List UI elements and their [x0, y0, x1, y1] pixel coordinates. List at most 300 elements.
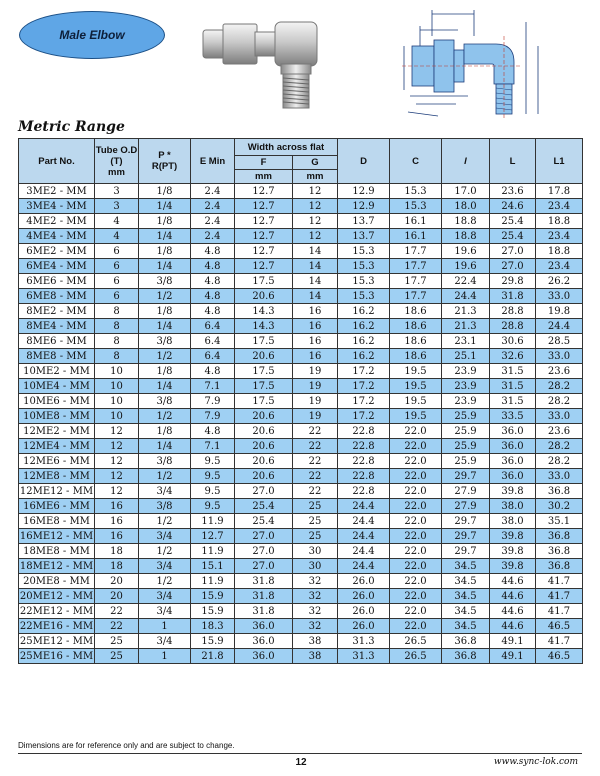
cell-l-small: 36.8 — [442, 634, 490, 649]
cell-l1: 23.4 — [536, 229, 583, 244]
cell-g: 16 — [293, 304, 338, 319]
cell-c: 18.6 — [390, 334, 442, 349]
cell-e-min: 15.1 — [191, 559, 235, 574]
cell-e-min: 4.8 — [191, 259, 235, 274]
cell-p: 1/2 — [139, 409, 191, 424]
table-row — [19, 499, 583, 514]
cell-l: 36.0 — [490, 424, 536, 439]
table-row — [19, 259, 583, 274]
cell-part-no: 18ME8 - MM — [19, 544, 95, 559]
cell-l-small: 25.9 — [442, 454, 490, 469]
cell-part-no: 12ME4 - MM — [19, 439, 95, 454]
cell-g: 38 — [293, 634, 338, 649]
cell-g: 22 — [293, 469, 338, 484]
col-header-g-unit: mm — [293, 170, 338, 184]
cell-f: 20.6 — [235, 454, 293, 469]
cell-d: 22.8 — [338, 439, 390, 454]
cell-g: 25 — [293, 499, 338, 514]
cell-p: 1/2 — [139, 544, 191, 559]
cell-tube-od: 12 — [95, 439, 139, 454]
cell-l: 33.5 — [490, 409, 536, 424]
cell-part-no: 6ME6 - MM — [19, 274, 95, 289]
cell-g: 19 — [293, 364, 338, 379]
cell-g: 14 — [293, 259, 338, 274]
cell-tube-od: 3 — [95, 184, 139, 199]
cell-g: 32 — [293, 604, 338, 619]
cell-l-small: 23.9 — [442, 364, 490, 379]
cell-p: 3/4 — [139, 529, 191, 544]
cell-p: 1/8 — [139, 304, 191, 319]
cell-f: 12.7 — [235, 184, 293, 199]
cell-part-no: 10ME8 - MM — [19, 409, 95, 424]
cell-g: 14 — [293, 244, 338, 259]
cell-g: 19 — [293, 379, 338, 394]
cell-l1: 23.4 — [536, 259, 583, 274]
table-row — [19, 424, 583, 439]
cell-l: 28.8 — [490, 304, 536, 319]
cell-part-no: 10ME4 - MM — [19, 379, 95, 394]
cell-f: 25.4 — [235, 514, 293, 529]
cell-tube-od: 10 — [95, 379, 139, 394]
cell-part-no: 12ME6 - MM — [19, 454, 95, 469]
cell-d: 12.9 — [338, 199, 390, 214]
cell-p: 1/2 — [139, 514, 191, 529]
cell-p: 1/4 — [139, 229, 191, 244]
cell-tube-od: 6 — [95, 289, 139, 304]
cell-l: 36.0 — [490, 469, 536, 484]
cell-g: 19 — [293, 394, 338, 409]
cell-l: 27.0 — [490, 244, 536, 259]
table-row — [19, 214, 583, 229]
cell-p: 3/4 — [139, 634, 191, 649]
table-row — [19, 589, 583, 604]
cell-l: 39.8 — [490, 559, 536, 574]
cell-e-min: 4.8 — [191, 244, 235, 259]
cell-l-small: 29.7 — [442, 469, 490, 484]
cell-p: 3/8 — [139, 454, 191, 469]
cell-l: 27.0 — [490, 259, 536, 274]
cell-part-no: 20ME8 - MM — [19, 574, 95, 589]
cell-tube-od: 12 — [95, 454, 139, 469]
col-header-l1: L1 — [536, 139, 583, 184]
cell-d: 24.4 — [338, 514, 390, 529]
cell-g: 22 — [293, 424, 338, 439]
fitting-photo — [195, 14, 345, 110]
cell-f: 12.7 — [235, 214, 293, 229]
table-row — [19, 304, 583, 319]
cell-tube-od: 22 — [95, 604, 139, 619]
cell-e-min: 2.4 — [191, 184, 235, 199]
cell-l1: 28.5 — [536, 334, 583, 349]
cell-c: 22.0 — [390, 439, 442, 454]
cell-p: 1 — [139, 619, 191, 634]
cell-c: 22.0 — [390, 514, 442, 529]
cell-d: 26.0 — [338, 574, 390, 589]
cell-tube-od: 18 — [95, 544, 139, 559]
cell-tube-od: 4 — [95, 229, 139, 244]
cell-l1: 28.2 — [536, 454, 583, 469]
cell-e-min: 2.4 — [191, 229, 235, 244]
table-row — [19, 364, 583, 379]
table-row — [19, 349, 583, 364]
cell-g: 22 — [293, 439, 338, 454]
cell-g: 30 — [293, 544, 338, 559]
cell-f: 27.0 — [235, 484, 293, 499]
col-header-width-across-flat: Width across flat — [235, 139, 338, 156]
cell-e-min: 7.1 — [191, 379, 235, 394]
cell-g: 32 — [293, 574, 338, 589]
table-row — [19, 199, 583, 214]
cell-l1: 33.0 — [536, 469, 583, 484]
cell-part-no: 25ME16 - MM — [19, 650, 94, 662]
cell-tube-od: 8 — [95, 334, 139, 349]
cell-c: 22.0 — [390, 484, 442, 499]
cell-e-min: 4.8 — [191, 424, 235, 439]
cell-c: 22.0 — [390, 424, 442, 439]
cell-g: 16 — [293, 334, 338, 349]
cell-p: 1/4 — [139, 319, 191, 334]
cell-l1: 23.6 — [536, 364, 583, 379]
cell-part-no: 16ME6 - MM — [19, 499, 95, 514]
cell-d: 22.8 — [338, 469, 390, 484]
cell-l1: 23.6 — [536, 424, 583, 439]
table-row — [19, 634, 583, 649]
cell-l: 36.0 — [490, 454, 536, 469]
cell-g: 32 — [293, 589, 338, 604]
cell-tube-od: 16 — [95, 514, 139, 529]
cell-c: 22.0 — [390, 604, 442, 619]
cell-c: 18.6 — [390, 349, 442, 364]
cell-e-min: 9.5 — [191, 499, 235, 514]
cell-f: 17.5 — [235, 364, 293, 379]
cell-p: 1/4 — [139, 439, 191, 454]
cell-part-no: 12ME2 - MM — [19, 424, 95, 439]
cell-g: 38 — [293, 649, 338, 664]
cell-tube-od: 25 — [95, 649, 139, 664]
cell-e-min: 18.3 — [191, 619, 235, 634]
section-title: Metric Range — [18, 119, 125, 135]
cell-part-no: 22ME12 - MM — [19, 605, 94, 617]
table-row — [19, 244, 583, 259]
cell-d: 13.7 — [338, 229, 390, 244]
cell-l-small: 27.9 — [442, 499, 490, 514]
col-header-c: C — [390, 139, 442, 184]
cell-l1: 33.0 — [536, 289, 583, 304]
cell-d: 26.0 — [338, 589, 390, 604]
cell-p: 1/4 — [139, 199, 191, 214]
cell-l-small: 25.9 — [442, 424, 490, 439]
cell-tube-od: 12 — [95, 424, 139, 439]
cell-l1: 35.1 — [536, 514, 583, 529]
cell-tube-od: 25 — [95, 634, 139, 649]
cell-l-small: 18.8 — [442, 214, 490, 229]
cell-l: 38.0 — [490, 499, 536, 514]
cell-tube-od: 8 — [95, 319, 139, 334]
cell-c: 17.7 — [390, 259, 442, 274]
cell-g: 12 — [293, 199, 338, 214]
cell-tube-od: 16 — [95, 529, 139, 544]
cell-c: 19.5 — [390, 409, 442, 424]
cell-p: 3/8 — [139, 394, 191, 409]
cell-g: 14 — [293, 274, 338, 289]
footer-divider — [18, 753, 582, 754]
cell-e-min: 15.9 — [191, 634, 235, 649]
cell-p: 1/2 — [139, 289, 191, 304]
cell-d: 31.3 — [338, 634, 390, 649]
cell-f: 12.7 — [235, 229, 293, 244]
cell-c: 22.0 — [390, 589, 442, 604]
cell-part-no: 10ME2 - MM — [19, 364, 95, 379]
cell-part-no: 22ME16 - MM — [19, 620, 94, 632]
cell-l-small: 29.7 — [442, 514, 490, 529]
cell-p: 1/8 — [139, 364, 191, 379]
cell-l1: 28.2 — [536, 379, 583, 394]
cell-l: 49.1 — [490, 634, 536, 649]
product-title: Male Elbow — [59, 28, 125, 42]
cell-l1: 19.8 — [536, 304, 583, 319]
table-row — [19, 379, 583, 394]
cell-l: 38.0 — [490, 514, 536, 529]
cell-l1: 18.8 — [536, 214, 583, 229]
cell-e-min: 4.8 — [191, 304, 235, 319]
cell-p: 1/4 — [139, 379, 191, 394]
col-header-l: L — [490, 139, 536, 184]
cell-p: 1/8 — [139, 184, 191, 199]
cell-e-min: 4.8 — [191, 274, 235, 289]
cell-g: 32 — [293, 619, 338, 634]
cell-d: 16.2 — [338, 304, 390, 319]
cell-d: 17.2 — [338, 409, 390, 424]
cell-p: 1/4 — [139, 259, 191, 274]
fitting-drawing — [398, 6, 548, 124]
cell-f: 17.5 — [235, 379, 293, 394]
cell-l1: 36.8 — [536, 529, 583, 544]
cell-g: 16 — [293, 319, 338, 334]
cell-l-small: 21.3 — [442, 304, 490, 319]
cell-c: 15.3 — [390, 184, 442, 199]
cell-c: 18.6 — [390, 319, 442, 334]
cell-c: 17.7 — [390, 289, 442, 304]
cell-l-small: 19.6 — [442, 259, 490, 274]
cell-g: 12 — [293, 214, 338, 229]
cell-d: 26.0 — [338, 604, 390, 619]
cell-f: 36.0 — [235, 619, 293, 634]
cell-g: 22 — [293, 484, 338, 499]
table-row — [19, 184, 583, 199]
cell-d: 22.8 — [338, 484, 390, 499]
cell-l: 24.6 — [490, 199, 536, 214]
cell-d: 15.3 — [338, 289, 390, 304]
cell-e-min: 7.1 — [191, 439, 235, 454]
cell-l-small: 34.5 — [442, 559, 490, 574]
cell-p: 1/8 — [139, 424, 191, 439]
cell-g: 25 — [293, 529, 338, 544]
cell-e-min: 6.4 — [191, 334, 235, 349]
cell-d: 13.7 — [338, 214, 390, 229]
cell-l1: 36.8 — [536, 559, 583, 574]
cell-e-min: 11.9 — [191, 574, 235, 589]
table-row — [19, 334, 583, 349]
cell-e-min: 11.9 — [191, 544, 235, 559]
table-row — [19, 469, 583, 484]
cell-d: 15.3 — [338, 259, 390, 274]
table-row — [19, 394, 583, 409]
cell-c: 16.1 — [390, 214, 442, 229]
cell-e-min: 6.4 — [191, 349, 235, 364]
cell-p: 1/2 — [139, 349, 191, 364]
table-row — [19, 319, 583, 334]
cell-part-no: 20ME12 - MM — [19, 590, 94, 602]
cell-part-no: 18ME12 - MM — [19, 560, 94, 572]
cell-tube-od: 3 — [95, 199, 139, 214]
cell-g: 22 — [293, 454, 338, 469]
cell-c: 22.0 — [390, 529, 442, 544]
cell-l-small: 23.9 — [442, 379, 490, 394]
cell-c: 17.7 — [390, 274, 442, 289]
cell-g: 12 — [293, 229, 338, 244]
cell-l: 32.6 — [490, 349, 536, 364]
cell-f: 20.6 — [235, 424, 293, 439]
cell-part-no: 6ME2 - MM — [19, 244, 95, 259]
cell-f: 14.3 — [235, 304, 293, 319]
cell-l-small: 18.0 — [442, 199, 490, 214]
col-header-tube-od: Tube O.D (T) mm — [95, 139, 139, 184]
cell-l-small: 23.9 — [442, 394, 490, 409]
cell-l1: 46.5 — [536, 649, 583, 664]
cell-tube-od: 6 — [95, 274, 139, 289]
cell-part-no: 6ME4 - MM — [19, 259, 95, 274]
table-body — [19, 184, 583, 664]
website-text: www.sync-lok.com — [493, 757, 578, 767]
cell-e-min: 7.9 — [191, 409, 235, 424]
cell-tube-od: 6 — [95, 259, 139, 274]
col-header-g: G — [293, 156, 338, 170]
cell-f: 12.7 — [235, 199, 293, 214]
cell-e-min: 2.4 — [191, 199, 235, 214]
cell-l1: 33.0 — [536, 409, 583, 424]
cell-p: 3/8 — [139, 274, 191, 289]
cell-part-no: 4ME4 - MM — [19, 229, 95, 244]
cell-g: 14 — [293, 289, 338, 304]
cell-l-small: 23.1 — [442, 334, 490, 349]
cell-tube-od: 12 — [95, 484, 139, 499]
cell-part-no: 8ME4 - MM — [19, 319, 95, 334]
cell-p: 1/2 — [139, 469, 191, 484]
table-row — [19, 439, 583, 454]
cell-l: 30.6 — [490, 334, 536, 349]
cell-l1: 46.5 — [536, 619, 583, 634]
cell-l-small: 18.8 — [442, 229, 490, 244]
cell-f: 14.3 — [235, 319, 293, 334]
cell-l: 31.5 — [490, 364, 536, 379]
cell-p: 3/8 — [139, 334, 191, 349]
cell-part-no: 4ME2 - MM — [19, 214, 95, 229]
cell-g: 16 — [293, 349, 338, 364]
cell-l-small: 34.5 — [442, 604, 490, 619]
cell-part-no: 16ME8 - MM — [19, 514, 95, 529]
table-row — [19, 289, 583, 304]
cell-d: 22.8 — [338, 454, 390, 469]
cell-l: 44.6 — [490, 589, 536, 604]
cell-f: 20.6 — [235, 469, 293, 484]
cell-d: 24.4 — [338, 499, 390, 514]
cell-part-no: 12ME8 - MM — [19, 469, 95, 484]
table-row — [19, 409, 583, 424]
cell-c: 22.0 — [390, 499, 442, 514]
cell-l-small: 29.7 — [442, 529, 490, 544]
cell-c: 22.0 — [390, 574, 442, 589]
cell-l1: 30.2 — [536, 499, 583, 514]
cell-part-no: 10ME6 - MM — [19, 394, 95, 409]
cell-d: 17.2 — [338, 394, 390, 409]
cell-f: 31.8 — [235, 604, 293, 619]
col-header-part-no: Part No. — [19, 139, 95, 184]
metric-range-table — [18, 138, 583, 664]
cell-c: 26.5 — [390, 649, 442, 664]
cell-part-no: 8ME6 - MM — [19, 334, 95, 349]
cell-l-small: 29.7 — [442, 544, 490, 559]
cell-f: 17.5 — [235, 334, 293, 349]
cell-tube-od: 18 — [95, 559, 139, 574]
cell-part-no: 25ME12 - MM — [19, 635, 94, 647]
col-header-l-small: l — [442, 139, 490, 184]
cell-l: 31.5 — [490, 379, 536, 394]
cell-l: 31.8 — [490, 289, 536, 304]
cell-f: 36.0 — [235, 649, 293, 664]
cell-e-min: 9.5 — [191, 454, 235, 469]
cell-c: 18.6 — [390, 304, 442, 319]
cell-l: 39.8 — [490, 484, 536, 499]
cell-l1: 18.8 — [536, 244, 583, 259]
cell-e-min: 11.9 — [191, 514, 235, 529]
cell-c: 22.0 — [390, 454, 442, 469]
cell-d: 17.2 — [338, 379, 390, 394]
cell-d: 31.3 — [338, 649, 390, 664]
cell-l: 39.8 — [490, 529, 536, 544]
cell-l: 49.1 — [490, 649, 536, 664]
cell-l1: 36.8 — [536, 544, 583, 559]
cell-d: 16.2 — [338, 349, 390, 364]
cell-d: 24.4 — [338, 559, 390, 574]
cell-f: 31.8 — [235, 589, 293, 604]
cell-l: 44.6 — [490, 619, 536, 634]
cell-e-min: 6.4 — [191, 319, 235, 334]
cell-c: 19.5 — [390, 394, 442, 409]
cell-tube-od: 10 — [95, 409, 139, 424]
cell-l1: 36.8 — [536, 484, 583, 499]
col-header-f: F — [235, 156, 293, 170]
cell-d: 24.4 — [338, 529, 390, 544]
cell-p: 3/4 — [139, 604, 191, 619]
table-row — [19, 274, 583, 289]
cell-l-small: 25.1 — [442, 349, 490, 364]
cell-d: 16.2 — [338, 334, 390, 349]
table-row — [19, 544, 583, 559]
cell-c: 16.1 — [390, 229, 442, 244]
cell-d: 12.9 — [338, 184, 390, 199]
cell-part-no: 3ME4 - MM — [19, 199, 95, 214]
cell-d: 26.0 — [338, 619, 390, 634]
cell-e-min: 7.9 — [191, 394, 235, 409]
cell-l-small: 22.4 — [442, 274, 490, 289]
cell-l1: 41.7 — [536, 634, 583, 649]
product-title-badge — [19, 11, 165, 59]
cell-l-small: 34.5 — [442, 589, 490, 604]
cell-f: 12.7 — [235, 244, 293, 259]
cell-d: 15.3 — [338, 244, 390, 259]
cell-tube-od: 20 — [95, 574, 139, 589]
cell-l: 25.4 — [490, 214, 536, 229]
